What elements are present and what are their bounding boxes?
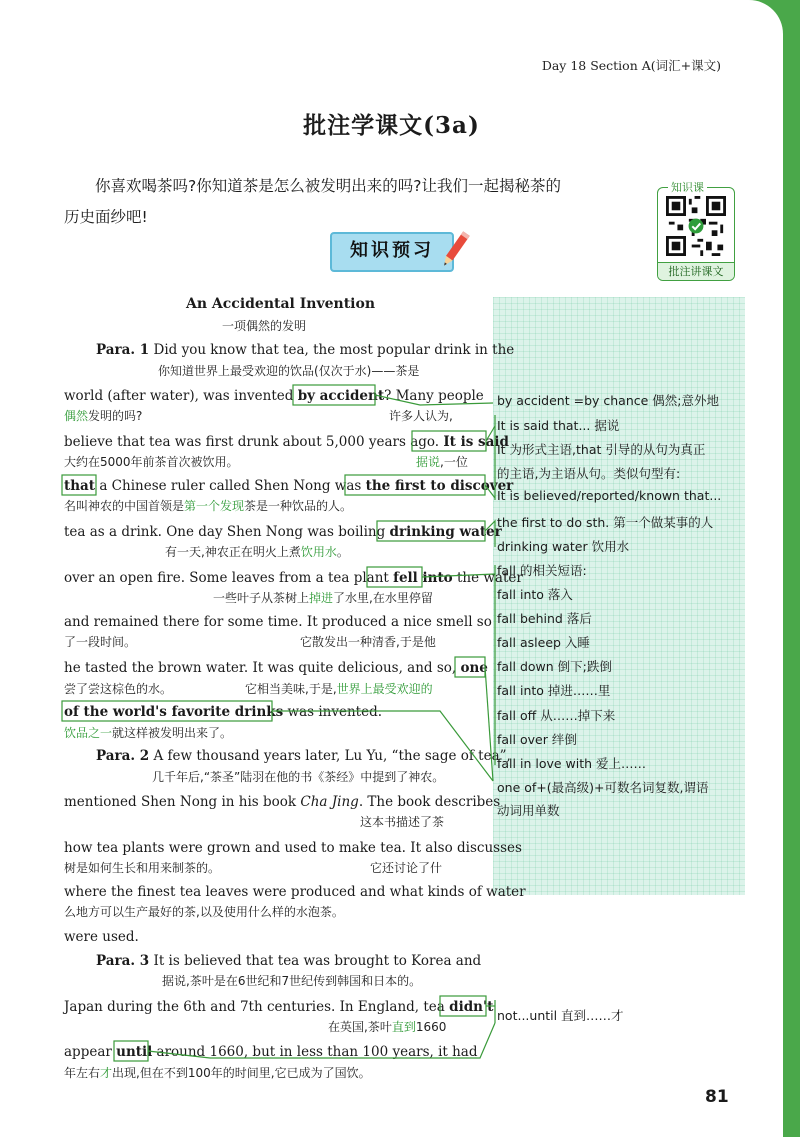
translation-line: 名叫神农的中国首领是第一个发现茶是一种饮品的人。 — [64, 499, 353, 513]
translation-line: 几千年后,“茶圣”陆羽在他的书《茶经》中提到了神农。 — [152, 770, 445, 784]
highlight-one: one — [460, 660, 488, 676]
annotation-note: fall behind 落后 — [497, 611, 592, 626]
annotation-note: 的主语,为主语从句。类似句型有: — [497, 466, 681, 481]
text-line: and remained there for some time. It produced a nice smell so — [64, 614, 492, 630]
text-line: over an open fire. Some leaves from a tea plant fell into the water — [64, 570, 523, 586]
paragraph-label: Para. 3 — [96, 953, 150, 969]
translation-line: 有一天,神农正在明火上煮饮用水。 — [165, 545, 349, 559]
annotation-note: fall down 倒下;跌倒 — [497, 659, 612, 674]
annotation-note: fall in love with 爱上…… — [497, 756, 647, 771]
annotation-note: fall off 从……掉下来 — [497, 708, 616, 723]
text-line: Para. 3 It is believed that tea was brought to Korea and — [96, 953, 482, 969]
translation-line: 偶然发明的吗? — [64, 409, 143, 423]
article-title: An Accidental Invention — [186, 296, 375, 312]
annotation-note: fall 的相关短语: — [497, 563, 587, 578]
translation-line: 么地方可以生产最好的茶,以及使用什么样的水泡茶。 — [64, 905, 344, 919]
annotation-note: fall into 落入 — [497, 587, 573, 602]
translation-line: 一些叶子从茶树上掉进了水里,在水里停留 — [213, 591, 433, 605]
translation-line: 它散发出一种清香,于是他 — [300, 635, 436, 649]
text-line: Para. 1 Did you know that tea, the most popular drink in the — [96, 342, 515, 358]
annotation-note: fall asleep 入睡 — [497, 635, 590, 650]
highlight-didnt: didn't — [449, 999, 494, 1015]
text-line: where the finest tea leaves were produced and what kinds of water — [64, 884, 526, 900]
paragraph-label: Para. 1 — [96, 342, 150, 358]
text-line: world (after water), was invented by accident? Many people — [64, 388, 484, 404]
annotation-note: It is believed/reported/known that... — [497, 488, 722, 503]
annotation-note: by accident =by chance 偶然;意外地 — [497, 393, 720, 408]
annotation-note: It 为形式主语,that 引导的从句为真正 — [497, 442, 706, 457]
annotation-note: fall into 掉进……里 — [497, 683, 611, 698]
text-line: believe that tea was first drunk about 5,000 years ago. It is said — [64, 434, 509, 450]
translation-line: 树是如何生长和用来制茶的。 — [64, 861, 221, 875]
pencil-icon — [440, 228, 470, 272]
translation-line: 许多人认为, — [389, 409, 453, 423]
annotation-note: not...until 直到……才 — [497, 1008, 624, 1023]
annotation-note: one of+(最高级)+可数名词复数,谓语 — [497, 780, 709, 795]
text-line: Japan during the 6th and 7th centuries. In England, tea didn't — [64, 999, 494, 1015]
translation-line: 饮品之一就这样被发明出来了。 — [64, 726, 233, 740]
highlight-until: until — [116, 1044, 153, 1060]
text-line: Para. 2 A few thousand years later, Lu Yu, “the sage of tea”, — [96, 748, 511, 764]
highlight-the-first-to-discover: the first to discover — [365, 478, 514, 494]
translation-line: 这本书描述了茶 — [360, 815, 445, 829]
page-title: 批注学课文(3a) — [303, 112, 480, 139]
annotation-note: It is said that... 据说 — [497, 418, 620, 433]
annotation-note: 动词用单数 — [497, 803, 560, 818]
translation-line: 你知道世界上最受欢迎的饮品(仅次于水)——茶是 — [158, 364, 420, 378]
text-line: how tea plants were grown and used to make tea. It also discusses — [64, 840, 522, 856]
annotation-note: fall over 绊倒 — [497, 732, 577, 747]
translation-line: 在英国,茶叶直到1660 — [328, 1020, 447, 1034]
preview-label: 知识预习 — [350, 240, 434, 261]
qr-bottom-label: 批注讲课文 — [658, 262, 734, 280]
highlight-it-is-said: It is said — [443, 434, 509, 450]
translation-line: 了一段时间。 — [64, 635, 137, 649]
text-line: he tasted the brown water. It was quite delicious, and so, one — [64, 660, 488, 676]
translation-line: 它还讨论了什 — [370, 861, 443, 875]
translation-line: 年左右才出现,但在不到100年的时间里,它已成为了国饮。 — [64, 1066, 371, 1080]
intro-text: 你喜欢喝茶吗?你知道茶是怎么被发明出来的吗?让我们一起揭秘茶的历史面纱吧! — [64, 177, 561, 226]
knowledge-preview-banner — [330, 232, 454, 272]
annotation-note: the first to do sth. 第一个做某事的人 — [497, 515, 714, 530]
translation-line: 它相当美味,于是,世界上最受欢迎的 — [245, 682, 433, 696]
highlight-fell-into: fell into — [393, 570, 453, 586]
highlight-by-accident: by accident — [297, 388, 385, 404]
qr-card[interactable] — [657, 181, 735, 281]
paragraph-label: Para. 2 — [96, 748, 150, 764]
text-line: appear until around 1660, but in less than 100 years, it had — [64, 1044, 478, 1060]
translation-line: 尝了尝这棕色的水。 — [64, 682, 173, 696]
translation-line: 据说,茶叶是在6世纪和7世纪传到韩国和日本的。 — [162, 974, 422, 988]
section-header: Day 18 Section A(词汇+课文) — [541, 58, 721, 73]
translation-line: 据说,一位 — [416, 455, 468, 469]
text-line: mentioned Shen Nong in his book Cha Jing. The book describes — [64, 794, 501, 810]
highlight-favorite-drinks: of the world's favorite drinks — [64, 704, 284, 720]
text-line: that a Chinese ruler called Shen Nong was the first to discover — [64, 478, 514, 494]
page-number: 81 — [705, 1087, 729, 1107]
qr-code-icon[interactable] — [666, 196, 726, 256]
book-title: Cha Jing — [300, 794, 359, 810]
article-title-cn: 一项偶然的发明 — [222, 319, 307, 333]
translation-line: 大约在5000年前茶首次被饮用。 — [64, 455, 239, 469]
text-line: of the world's favorite drinks was invented. — [64, 704, 383, 720]
text-line: tea as a drink. One day Shen Nong was boiling drinking water — [64, 524, 502, 540]
qr-top-label: 知识课 — [668, 179, 707, 195]
annotation-note: drinking water 饮用水 — [497, 539, 630, 554]
highlight-that: that — [64, 478, 96, 494]
text-line: were used. — [64, 929, 139, 945]
highlight-drinking-water: drinking water — [389, 524, 502, 540]
